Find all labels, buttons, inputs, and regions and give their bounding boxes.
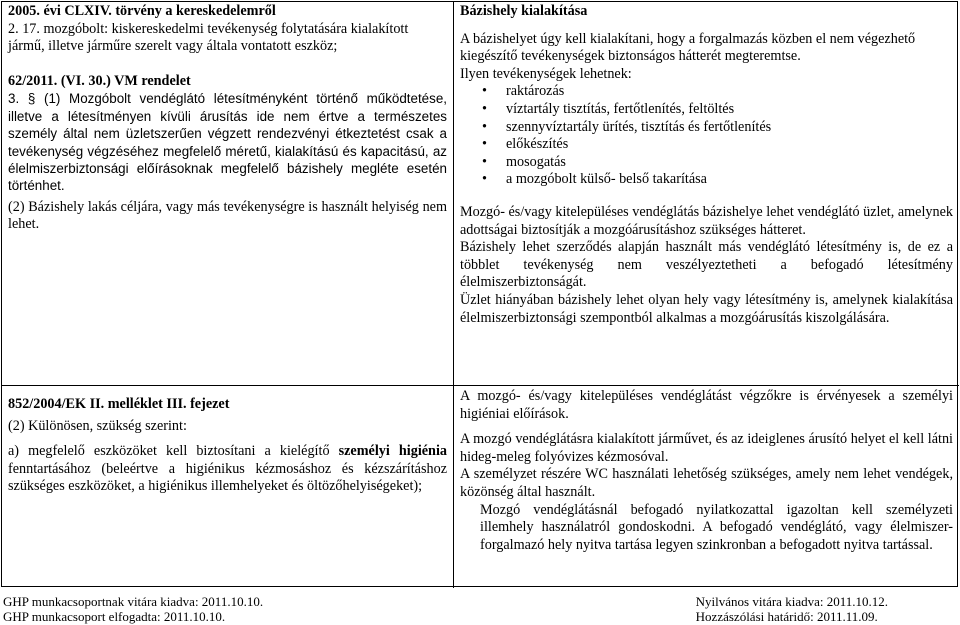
row-divider [2,385,959,386]
decree-title: 62/2011. (VI. 30.) VM rendelet [8,72,191,89]
footer-left-line-2: GHP munkacsoport elfogadta: 2011.10.10. [3,609,226,624]
right-bottom-cell [454,388,959,554]
list-item: • a mozgóbolt külső- belső takarítása [482,171,707,188]
footer-left [3,594,263,624]
basis-paragraph-5: Üzlet hiányában bázishely lehet olyan hely vagy létesítmény is, amelynek kialakítása élelmiszerbiztonsági szempontból alkalmas a mozgóárusítás kiszolgálására. [460,291,953,326]
law-text: 2. 17. mozgóbolt: kiskereskedelmi tevékenység folytatására kialakított jármű, illetve járműre szerelt vagy általa vontatott eszköz; [8,20,409,55]
hygiene-paragraph-3: A személyzet részére WC használati lehetőség szükséges, amely nem lehet vendégek, közönség által használt. [460,466,953,500]
footer-right-line-2: Hozzászólási határidő: 2011.11.09. [695,609,878,624]
basis-paragraph-1: A bázishelyet úgy kell kialakítani, hogy a forgalmazás közben el nem végezhető kiegészítő tevékenységek biztonságos hátterét megteremtse. [460,30,916,65]
footer-left-line-1: GHP munkacsoportnak vitára kiadva: 2011.10.10. [3,594,264,609]
basis-paragraph-4: Bázishely lehet szerződés alapján használt más vendéglátó létesítmény is, de ez a többlet tevékenység nem veszélyeztetheti a befogadó létesítmény élelmiszerbiztonságát. [460,239,953,291]
hygiene-paragraph-2: A mozgó vendéglátásra kialakított járművet, és az ideiglenes árusító helyet el kell látni hideg-meleg folyóvizes kézmosóval. [460,431,953,465]
content-table [1,1,958,587]
list-item: • mosogatás [482,153,566,170]
left-bottom-cell [2,396,453,496]
basis-paragraph-3: Mozgó- és/vagy kitelepüléses vendéglátás bázishelye lehet vendéglátó üzlet, amelynek adottságai biztosítják a mozgóárusításhoz szükséges hátteret. [460,203,953,238]
list-item: • előkészítés [482,136,569,153]
regulation-title: 852/2004/EK II. melléklet III. fejezet [8,396,230,412]
list-item: • víztartály tisztítás, fertőtlenítés, feltöltés [482,100,735,117]
hygiene-paragraph-4: Mozgó vendéglátásnál befogadó nyilatkozattal igazoltan kell személyzeti illemhely használatról gondoskodni. A befogadó vendéglátó, vagy élelmiszer-forgalmazó hely nyitva tartása legyen szinkronban a befogadott nyitva tartással. [480,501,953,553]
basis-heading: Bázishely kialakítása [460,3,588,19]
list-item: • szennyvíztartály ürítés, tisztítás és fertőtlenítés [482,118,772,135]
basis-paragraph-2: Ilyen tevékenységek lehetnek: [460,65,632,82]
decree-paragraph-1: 3. § (1) Mozgóbolt vendéglátó létesítményként történő működtetése, illetve a létesítményen kívüli árusítás ide nem értve a természetes személy által nem üzletszerűen végzett rendezvényi étkeztetést csak a tevékenység végzéséhez megfelelő méretű, kialakítású és kapacitású, az élelmiszerbiztonsági előírásoknak megfelelő bázishely megléte esetén történhet. [8,91,447,194]
regulation-intro: (2) Különösen, szükség szerint: [8,417,187,434]
decree-paragraph-2: (2) Bázishely lakás céljára, vagy más tevékenységre is használt helyiség nem lehet. [8,198,447,233]
left-top-cell [2,3,453,234]
footer-right-line-1: Nyilvános vitára kiadva: 2011.10.12. [695,594,888,609]
list-item: • raktározás [482,83,565,100]
hygiene-paragraph-1: A mozgó- és/vagy kitelepüléses vendéglátást végzőkre is érvényesek a személyi higiéniai előírások. [460,388,953,422]
regulation-item-a: a) megfelelő eszközöket kell biztosítani a kielégítő személyi higiénia fenntartásához (beleértve a higiénikus kézmosáshoz és kézszárításhoz szükséges eszközöket, a higiénikus illemhelyeket és öltözőhelyiségeket); [8,443,447,495]
law-title: 2005. évi CLXIV. törvény a kereskedelemről [8,3,276,19]
right-top-cell [454,3,959,327]
activity-list [460,83,953,189]
footer-right [696,594,888,624]
